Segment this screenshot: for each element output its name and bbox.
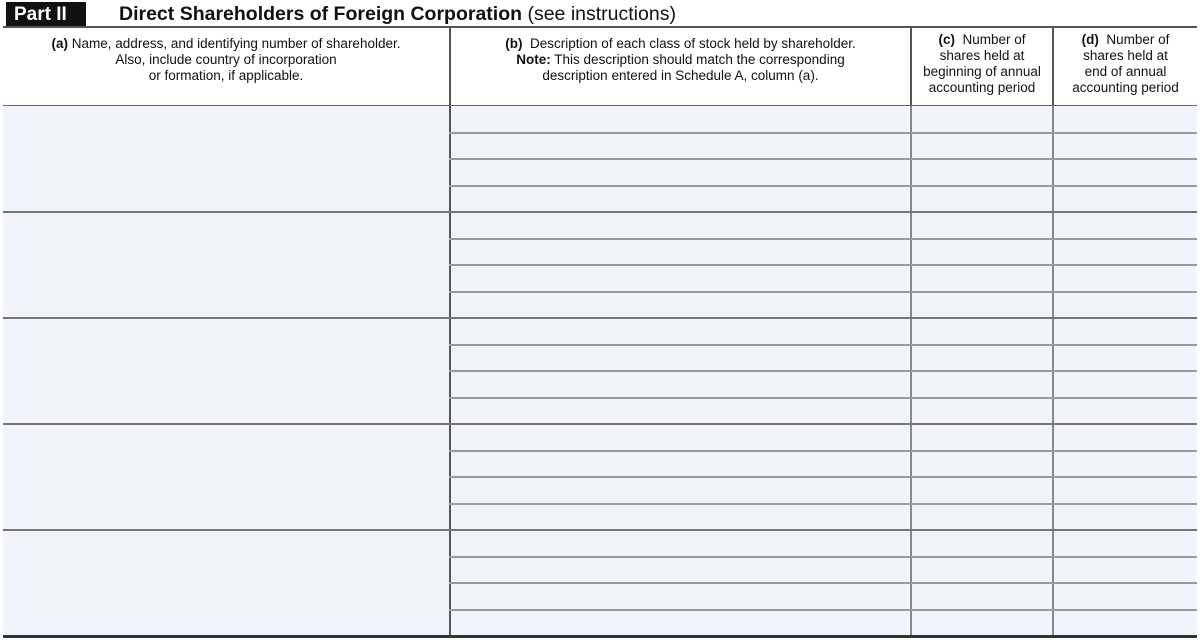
group-divider: [3, 529, 1197, 531]
shares-beginning-field[interactable]: [910, 292, 1052, 319]
shares-end-field[interactable]: [1052, 106, 1197, 133]
row-divider: [449, 556, 1197, 558]
stock-class-description-field[interactable]: [449, 451, 910, 478]
row-divider: [449, 185, 1197, 187]
shares-end-field[interactable]: [1052, 610, 1197, 637]
shareholder-group: [3, 530, 1197, 636]
stock-class-description-field[interactable]: [449, 398, 910, 425]
shareholder-group: [3, 106, 1197, 212]
column-a-line-3: or formation, if applicable.: [148, 68, 304, 83]
table-row: [449, 186, 1197, 213]
shareholder-group: [3, 424, 1197, 530]
stock-class-description-field[interactable]: [449, 265, 910, 292]
row-divider: [449, 476, 1197, 478]
column-d-letter: (d): [1081, 32, 1099, 47]
row-divider: [449, 503, 1197, 505]
stock-class-description-field[interactable]: [449, 106, 910, 133]
stock-class-description-field[interactable]: [449, 345, 910, 372]
shares-beginning-field[interactable]: [910, 186, 1052, 213]
column-header-d: [1052, 28, 1197, 106]
stock-class-description-field[interactable]: [449, 239, 910, 266]
table-body: [3, 106, 1197, 636]
table-row: [449, 212, 1197, 239]
shares-beginning-field[interactable]: [910, 557, 1052, 584]
column-c-letter: (c): [938, 32, 955, 47]
table-row: [449, 610, 1197, 637]
shares-end-field[interactable]: [1052, 186, 1197, 213]
shares-end-field[interactable]: [1052, 477, 1197, 504]
shareholder-name-address-field[interactable]: [3, 318, 449, 424]
row-divider: [449, 238, 1197, 240]
row-divider: [449, 582, 1197, 584]
row-divider: [449, 397, 1197, 399]
group-divider: [3, 423, 1197, 425]
column-header-a: [3, 28, 449, 106]
row-divider: [449, 370, 1197, 372]
shares-beginning-field[interactable]: [910, 106, 1052, 133]
shares-end-field[interactable]: [1052, 318, 1197, 345]
shareholder-name-address-field[interactable]: [3, 106, 449, 212]
shares-beginning-field[interactable]: [910, 265, 1052, 292]
shares-beginning-field[interactable]: [910, 371, 1052, 398]
part-header: [3, 0, 1197, 27]
shares-beginning-field[interactable]: [910, 398, 1052, 425]
group-divider: [3, 211, 1197, 213]
shares-beginning-field[interactable]: [910, 583, 1052, 610]
table-row: [449, 239, 1197, 266]
stock-class-description-field[interactable]: [449, 583, 910, 610]
shareholder-name-address-field[interactable]: [3, 212, 449, 318]
shares-end-field[interactable]: [1052, 398, 1197, 425]
table-row: [449, 398, 1197, 425]
shares-beginning-field[interactable]: [910, 504, 1052, 531]
column-c-line-3: beginning of annual: [923, 64, 1041, 79]
column-header-b: [449, 28, 910, 106]
shares-beginning-field[interactable]: [910, 610, 1052, 637]
table-row: [449, 318, 1197, 345]
stock-class-description-field[interactable]: [449, 133, 910, 160]
part-title-main: Direct Shareholders of Foreign Corporation: [119, 3, 523, 25]
group-divider: [3, 317, 1197, 319]
column-c-line-1: Number of: [962, 32, 1026, 47]
column-b-note-line-1: This description should match the corresponding: [554, 52, 845, 67]
column-d-line-3: end of annual: [1084, 64, 1167, 79]
stock-class-description-field[interactable]: [449, 610, 910, 637]
shares-beginning-field[interactable]: [910, 159, 1052, 186]
shares-beginning-field[interactable]: [910, 451, 1052, 478]
shares-end-field[interactable]: [1052, 265, 1197, 292]
row-divider: [449, 158, 1197, 160]
shares-end-field[interactable]: [1052, 292, 1197, 319]
column-c-line-4: accounting period: [928, 80, 1036, 95]
shares-beginning-field[interactable]: [910, 212, 1052, 239]
shares-end-field[interactable]: [1052, 371, 1197, 398]
row-divider: [449, 344, 1197, 346]
table-row: [449, 159, 1197, 186]
shares-end-field[interactable]: [1052, 212, 1197, 239]
column-b-line-1: Description of each class of stock held by shareholder.: [530, 36, 856, 51]
table-row: [449, 451, 1197, 478]
table-row: [449, 504, 1197, 531]
table-row: [449, 583, 1197, 610]
shares-end-field[interactable]: [1052, 424, 1197, 451]
stock-class-description-field[interactable]: [449, 424, 910, 451]
table-row: [449, 557, 1197, 584]
column-d-line-4: accounting period: [1072, 80, 1179, 95]
table-bottom-rule: [3, 635, 1197, 638]
shares-end-field[interactable]: [1052, 133, 1197, 160]
shareholder-name-address-field[interactable]: [3, 530, 449, 636]
stock-class-description-field[interactable]: [449, 557, 910, 584]
shares-beginning-field[interactable]: [910, 318, 1052, 345]
part-badge: Part II: [6, 2, 86, 27]
table-row: [449, 371, 1197, 398]
shares-beginning-field[interactable]: [910, 239, 1052, 266]
table-row: [449, 530, 1197, 557]
shares-end-field[interactable]: [1052, 583, 1197, 610]
shares-end-field[interactable]: [1052, 557, 1197, 584]
column-header-c: [910, 28, 1052, 106]
shareholder-name-address-field[interactable]: [3, 424, 449, 530]
table-row: [449, 133, 1197, 160]
column-d-line-2: shares held at: [1083, 48, 1168, 63]
stock-class-description-field[interactable]: [449, 212, 910, 239]
stock-class-description-field[interactable]: [449, 504, 910, 531]
column-a-line-1: Name, address, and identifying number of shareholder.: [71, 36, 401, 51]
stock-class-description-field[interactable]: [449, 530, 910, 557]
shares-beginning-field[interactable]: [910, 133, 1052, 160]
stock-class-description-field[interactable]: [449, 159, 910, 186]
shares-end-field[interactable]: [1052, 504, 1197, 531]
table-row: [449, 292, 1197, 319]
column-b-letter: (b): [505, 36, 523, 51]
part-title-note: (see instructions): [522, 3, 676, 25]
shares-end-field[interactable]: [1052, 239, 1197, 266]
column-b-note-label: Note:: [516, 52, 551, 67]
shares-end-field[interactable]: [1052, 530, 1197, 557]
table-row: [449, 477, 1197, 504]
stock-class-description-field[interactable]: [449, 186, 910, 213]
table-row: [449, 265, 1197, 292]
row-divider: [449, 264, 1197, 266]
shares-beginning-field[interactable]: [910, 424, 1052, 451]
table-row: [449, 345, 1197, 372]
part-title: [119, 2, 676, 27]
column-c-line-2: shares held at: [939, 48, 1025, 63]
shares-beginning-field[interactable]: [910, 530, 1052, 557]
column-a-line-2: Also, include country of incorporation: [115, 52, 337, 67]
shareholder-group: [3, 212, 1197, 318]
stock-class-description-field[interactable]: [449, 318, 910, 345]
shares-beginning-field[interactable]: [910, 345, 1052, 372]
row-divider: [449, 609, 1197, 611]
stock-class-description-field[interactable]: [449, 477, 910, 504]
shares-end-field[interactable]: [1052, 159, 1197, 186]
table-row: [449, 106, 1197, 133]
stock-class-description-field[interactable]: [449, 292, 910, 319]
table-row: [449, 424, 1197, 451]
shareholder-group: [3, 318, 1197, 424]
column-b-note-line-2: description entered in Schedule A, column (a).: [542, 68, 819, 83]
row-divider: [449, 132, 1197, 134]
row-divider: [449, 291, 1197, 293]
column-d-line-1: Number of: [1106, 32, 1170, 47]
shares-beginning-field[interactable]: [910, 477, 1052, 504]
row-divider: [449, 450, 1197, 452]
stock-class-description-field[interactable]: [449, 371, 910, 398]
column-a-letter: (a): [51, 36, 69, 51]
shares-end-field[interactable]: [1052, 451, 1197, 478]
shares-end-field[interactable]: [1052, 345, 1197, 372]
